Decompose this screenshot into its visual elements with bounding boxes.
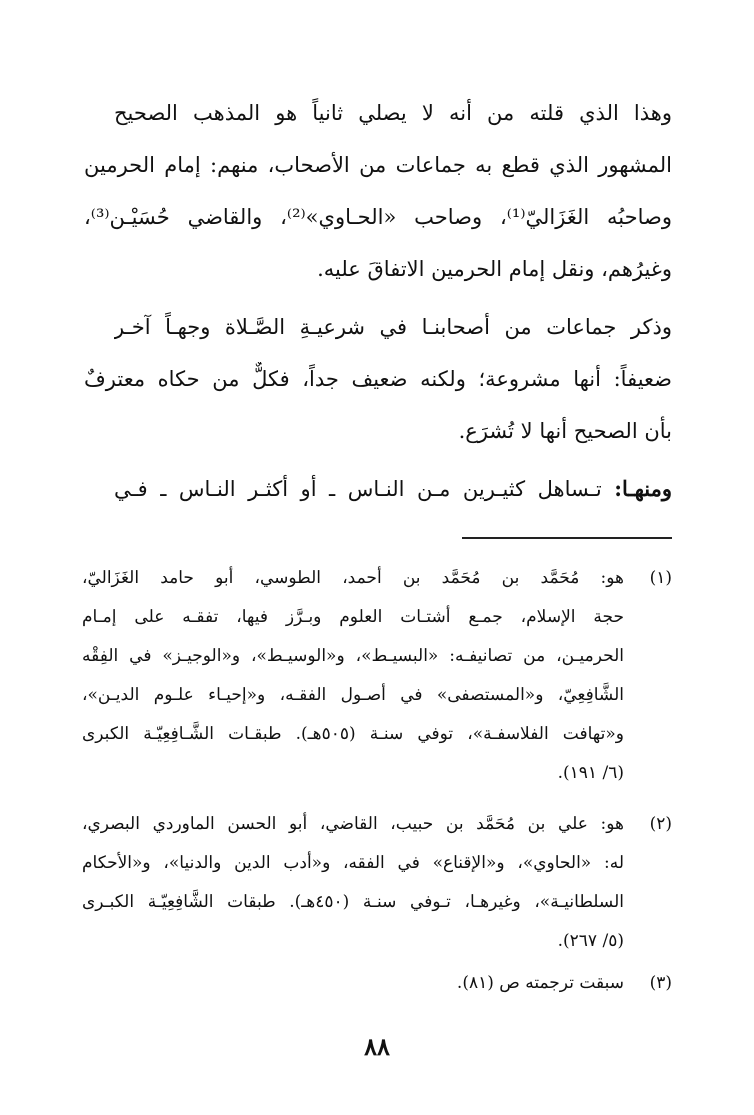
footnote-marker: (٣) <box>649 973 672 993</box>
main-text-line: المشهور الذي قطع به جماعات من الأصحاب، منهم: إمام الحرمين <box>84 153 672 177</box>
main-text-line: بأن الصحيح أنها لا تُشرَع. <box>458 419 672 443</box>
page-number: ٨٨ <box>364 1032 390 1061</box>
footnote-line: (٥/ ٢٦٧). <box>557 931 624 951</box>
footnote-divider <box>462 537 672 539</box>
main-text-line: وهذا الذي قلته من أنه لا يصلي ثانياً هو المذهب الصحيح <box>114 101 672 125</box>
main-text-line: وغيرُهم، ونقل إمام الحرمين الاتفاقَ عليه. <box>317 257 672 281</box>
footnote-line: (٦/ ١٩١). <box>557 763 624 783</box>
footnote-line: السلطانيـة»، وغيرهـا، تـوفي سنـة (٤٥٠هـ). طبقات الشَّافِعِيّـة الكبـرى <box>82 892 624 912</box>
footnote-line: سبقت ترجمته ص (٨١). <box>456 973 624 993</box>
paragraph-label: ومنهـا: <box>614 476 672 501</box>
main-text-line: وذكر جماعات من أصحابنـا في شرعيـةِ الصَّـلاة وجهـاً آخـر <box>114 315 672 339</box>
main-text-line: ضعيفاً: أنها مشروعة؛ ولكنه ضعيف جداً، فكلٌّ من حكاه معترفٌ <box>84 367 672 391</box>
footnote-marker: (٢) <box>649 814 672 834</box>
main-text-line <box>114 472 672 506</box>
footnote-marker: (١) <box>649 568 672 588</box>
footnote-line: هو: مُحَمَّد بن مُحَمَّد بن أحمد، الطوسي، أبو حامد الغَزَاليّ، <box>82 568 624 588</box>
footnote-line: هو: علي بن مُحَمَّد بن حبيب، القاضي، أبو الحسن الماوردي البصري، <box>82 814 624 834</box>
paragraph-text: تـساهل كثيـرين مـن النـاس ـ أو أكثـر النـاس ـ فـي <box>114 477 602 501</box>
main-text-line: وصاحبُه الغَزَاليّ⁽¹⁾، وصاحب «الحـاوي»⁽²⁾، والقاضي حُسَيْـن⁽³⁾، <box>84 205 672 229</box>
footnote-line: الشَّافِعِيّ، و«المستصفى» في أصـول الفقـه، و«إحيـاء علـوم الديـن»، <box>82 685 624 705</box>
footnote-line: له: «الحاوي»، و«الإقناع» في الفقه، و«أدب الدين والدنيا»، و«الأحكام <box>82 853 624 873</box>
footnote-line: حجة الإسلام، جمـع أشتـات العلوم وبـرَّز فيها، تفقـه على إمـام <box>82 607 624 627</box>
footnote-line: و«تهافت الفلاسفـة»، توفي سنـة (٥٠٥هـ). طبقـات الشَّـافِعِيّـة الكبرى <box>82 724 624 744</box>
footnote-line: الحرميـن، من تصانيفـه: «البسيـط»، و«الوسيـط»، و«الوجيـز» في الفِقْه <box>82 646 624 666</box>
